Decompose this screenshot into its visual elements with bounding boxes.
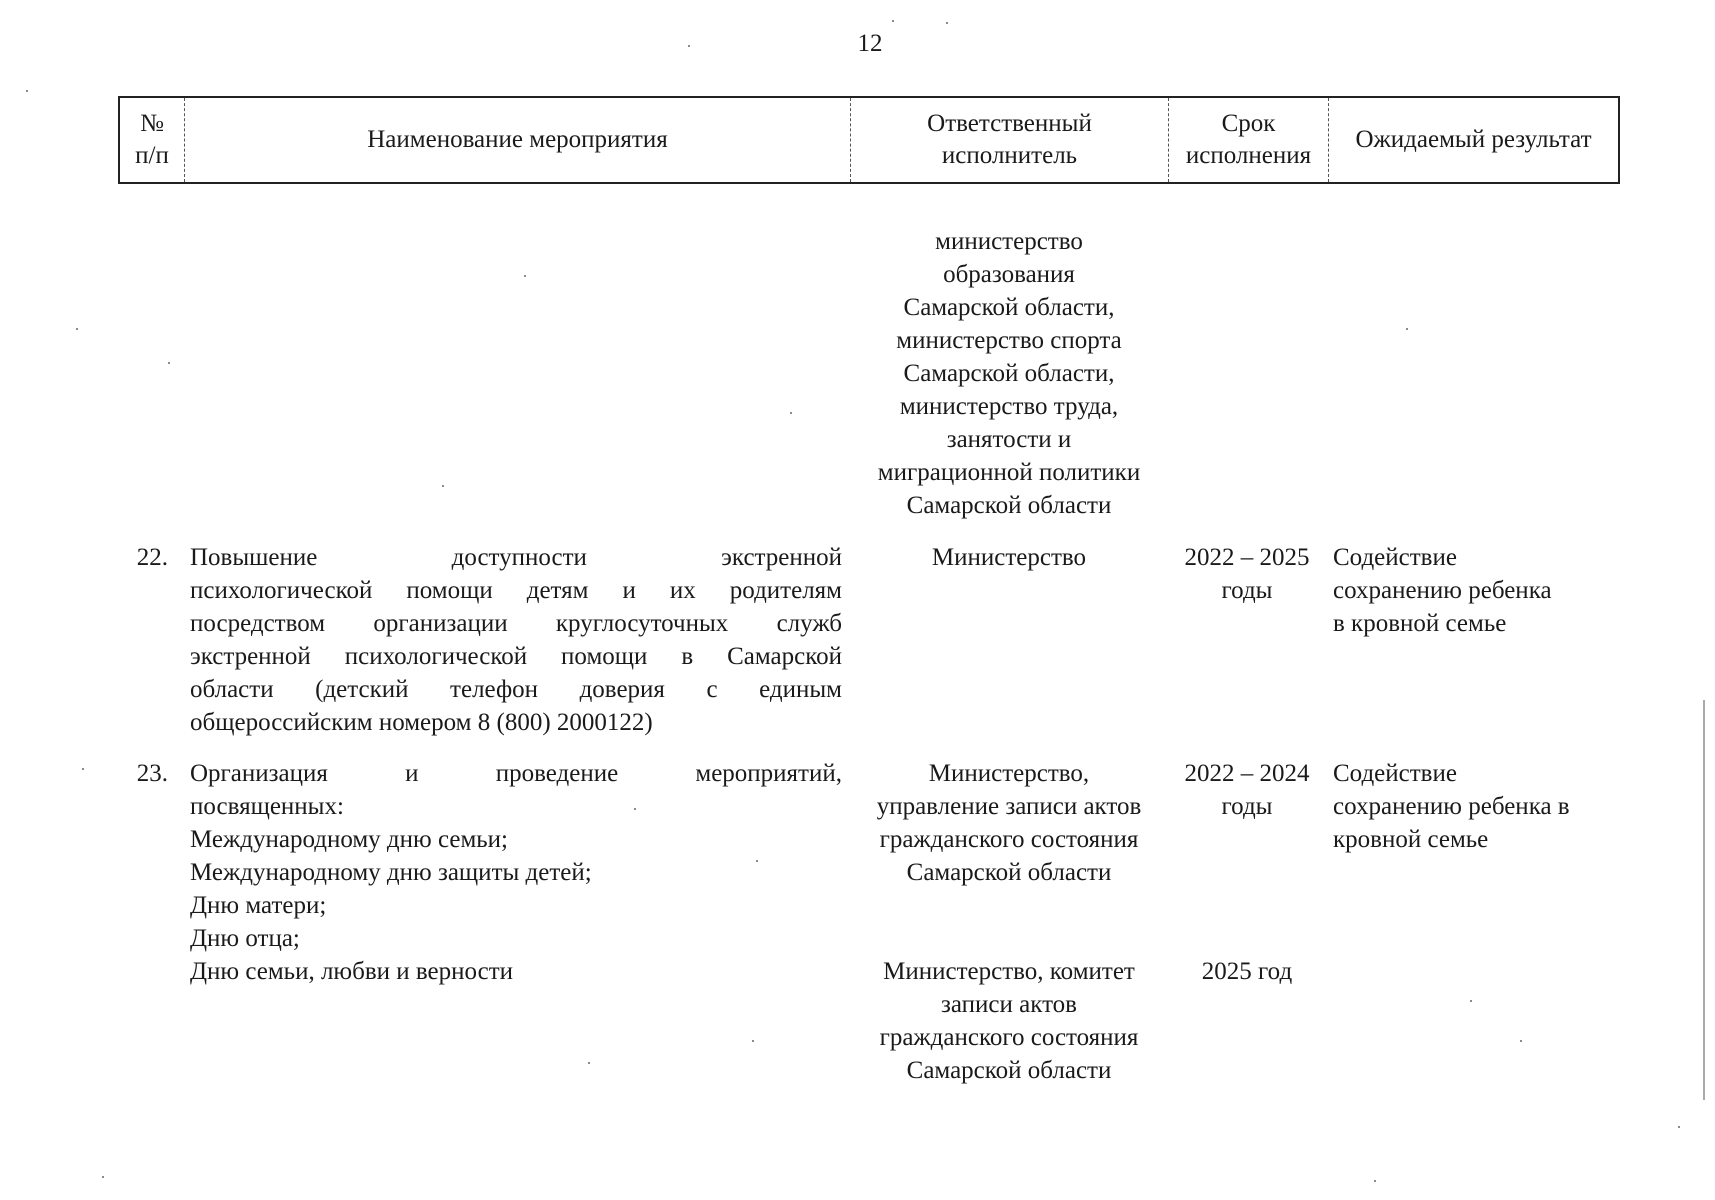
- scan-speck: [1406, 328, 1408, 330]
- row-name-line: Повышение доступности экстренной: [190, 544, 842, 571]
- scan-speck: [756, 860, 758, 862]
- header-num-line: п/п: [135, 142, 169, 169]
- result-line: Содействие: [1333, 760, 1457, 787]
- scan-speck: [168, 362, 170, 364]
- responsible-line: Министерство: [931, 544, 1087, 571]
- row-term: [1167, 541, 1327, 607]
- row-number: 23.: [136, 760, 168, 787]
- scan-speck: [102, 1176, 104, 1178]
- scan-speck: [26, 90, 28, 92]
- header-name: Наименование мероприятия: [184, 98, 850, 182]
- row-name-line: Международному дню семьи;: [190, 826, 509, 853]
- row-name-line: экстренной психологической помощи в Самарской: [190, 643, 842, 670]
- scan-speck: [634, 808, 636, 810]
- responsible-line: Самарской области: [906, 859, 1112, 886]
- responsible-line: Министерство,: [928, 760, 1090, 787]
- row-name-line: области (детский телефон доверия с единым: [190, 676, 842, 703]
- row-name: [190, 757, 842, 988]
- row-responsible: [850, 757, 1168, 889]
- scan-speck: [1678, 1126, 1680, 1128]
- header-result: Ожидаемый результат: [1328, 98, 1618, 182]
- header-term-line: исполнения: [1185, 142, 1312, 169]
- responsible-line: Самарской области,: [903, 360, 1115, 387]
- row-name-line: Международному дню защиты детей;: [190, 859, 592, 886]
- term-line: годы: [1221, 793, 1273, 820]
- row-name: [190, 541, 842, 739]
- scan-speck: [892, 20, 894, 22]
- scan-speck: [688, 45, 690, 47]
- row-name-line: Дню семьи, любви и верности: [190, 958, 514, 985]
- responsible-line: Самарской области: [906, 492, 1112, 519]
- header-num: [120, 98, 184, 182]
- table-header: [118, 96, 1620, 184]
- row-name-line: общероссийским номером 8 (800) 2000122): [190, 709, 653, 736]
- scan-edge-line: [1703, 700, 1705, 1100]
- row-term-secondary: [1167, 955, 1327, 988]
- term-line: 2025 год: [1201, 958, 1293, 985]
- row-result: [1333, 757, 1623, 856]
- row-responsible: [850, 541, 1168, 574]
- header-responsible-line: Ответственный: [927, 110, 1092, 137]
- scan-speck: [1470, 1000, 1472, 1002]
- result-line: сохранению ребенка: [1333, 577, 1552, 604]
- scan-speck: [1374, 1180, 1376, 1182]
- responsible-line: образования: [943, 261, 1075, 288]
- scan-speck: [524, 275, 526, 277]
- term-line: 2022 – 2025: [1184, 544, 1310, 571]
- row-number: 22.: [136, 544, 168, 571]
- page-number: 12: [857, 30, 883, 57]
- responsible-line: миграционной политики: [877, 459, 1141, 486]
- scan-speck: [1520, 1040, 1522, 1042]
- continued-responsible: [850, 225, 1168, 522]
- row-name-line: психологической помощи детям и их родителям: [190, 577, 842, 604]
- row-name-line: посвященных:: [190, 793, 344, 820]
- scan-speck: [588, 1062, 590, 1064]
- scan-speck: [82, 768, 84, 770]
- result-line: сохранению ребенка в: [1333, 793, 1570, 820]
- responsible-line: занятости и: [946, 426, 1072, 453]
- row-term: [1167, 757, 1327, 823]
- row-name-line: Дню отца;: [190, 925, 300, 952]
- header-responsible-line: исполнитель: [941, 142, 1078, 169]
- responsible-line: записи актов: [941, 991, 1077, 1018]
- term-line: годы: [1221, 577, 1273, 604]
- responsible-line: Самарской области: [906, 1057, 1112, 1084]
- row-name-line: посредством организации круглосуточных служб: [190, 610, 842, 637]
- responsible-line: министерство труда,: [899, 393, 1119, 420]
- responsible-line: Министерство, комитет: [883, 958, 1135, 985]
- row-result: [1333, 541, 1623, 640]
- row-responsible-secondary: [850, 955, 1168, 1087]
- responsible-line: министерство: [935, 228, 1083, 255]
- responsible-line: Самарской области,: [903, 294, 1115, 321]
- term-line: 2022 – 2024: [1184, 760, 1310, 787]
- responsible-line: управление записи актов: [876, 793, 1142, 820]
- result-line: Содействие: [1333, 544, 1457, 571]
- row-name-line: Дню матери;: [190, 892, 327, 919]
- result-line: в кровной семье: [1333, 610, 1507, 637]
- header-responsible: [850, 98, 1168, 182]
- scan-speck: [790, 412, 792, 414]
- scan-speck: [752, 1040, 754, 1042]
- responsible-line: министерство спорта: [896, 327, 1122, 354]
- scan-speck: [76, 328, 78, 330]
- result-line: кровной семье: [1333, 826, 1489, 853]
- header-term: [1168, 98, 1328, 182]
- row-name-line: Организация и проведение мероприятий,: [190, 760, 842, 787]
- header-num-line: №: [140, 110, 164, 137]
- responsible-line: гражданского состояния: [879, 826, 1139, 853]
- scan-speck: [946, 22, 948, 24]
- scan-speck: [442, 485, 444, 487]
- header-term-line: Срок: [1221, 110, 1276, 137]
- responsible-line: гражданского состояния: [879, 1024, 1139, 1051]
